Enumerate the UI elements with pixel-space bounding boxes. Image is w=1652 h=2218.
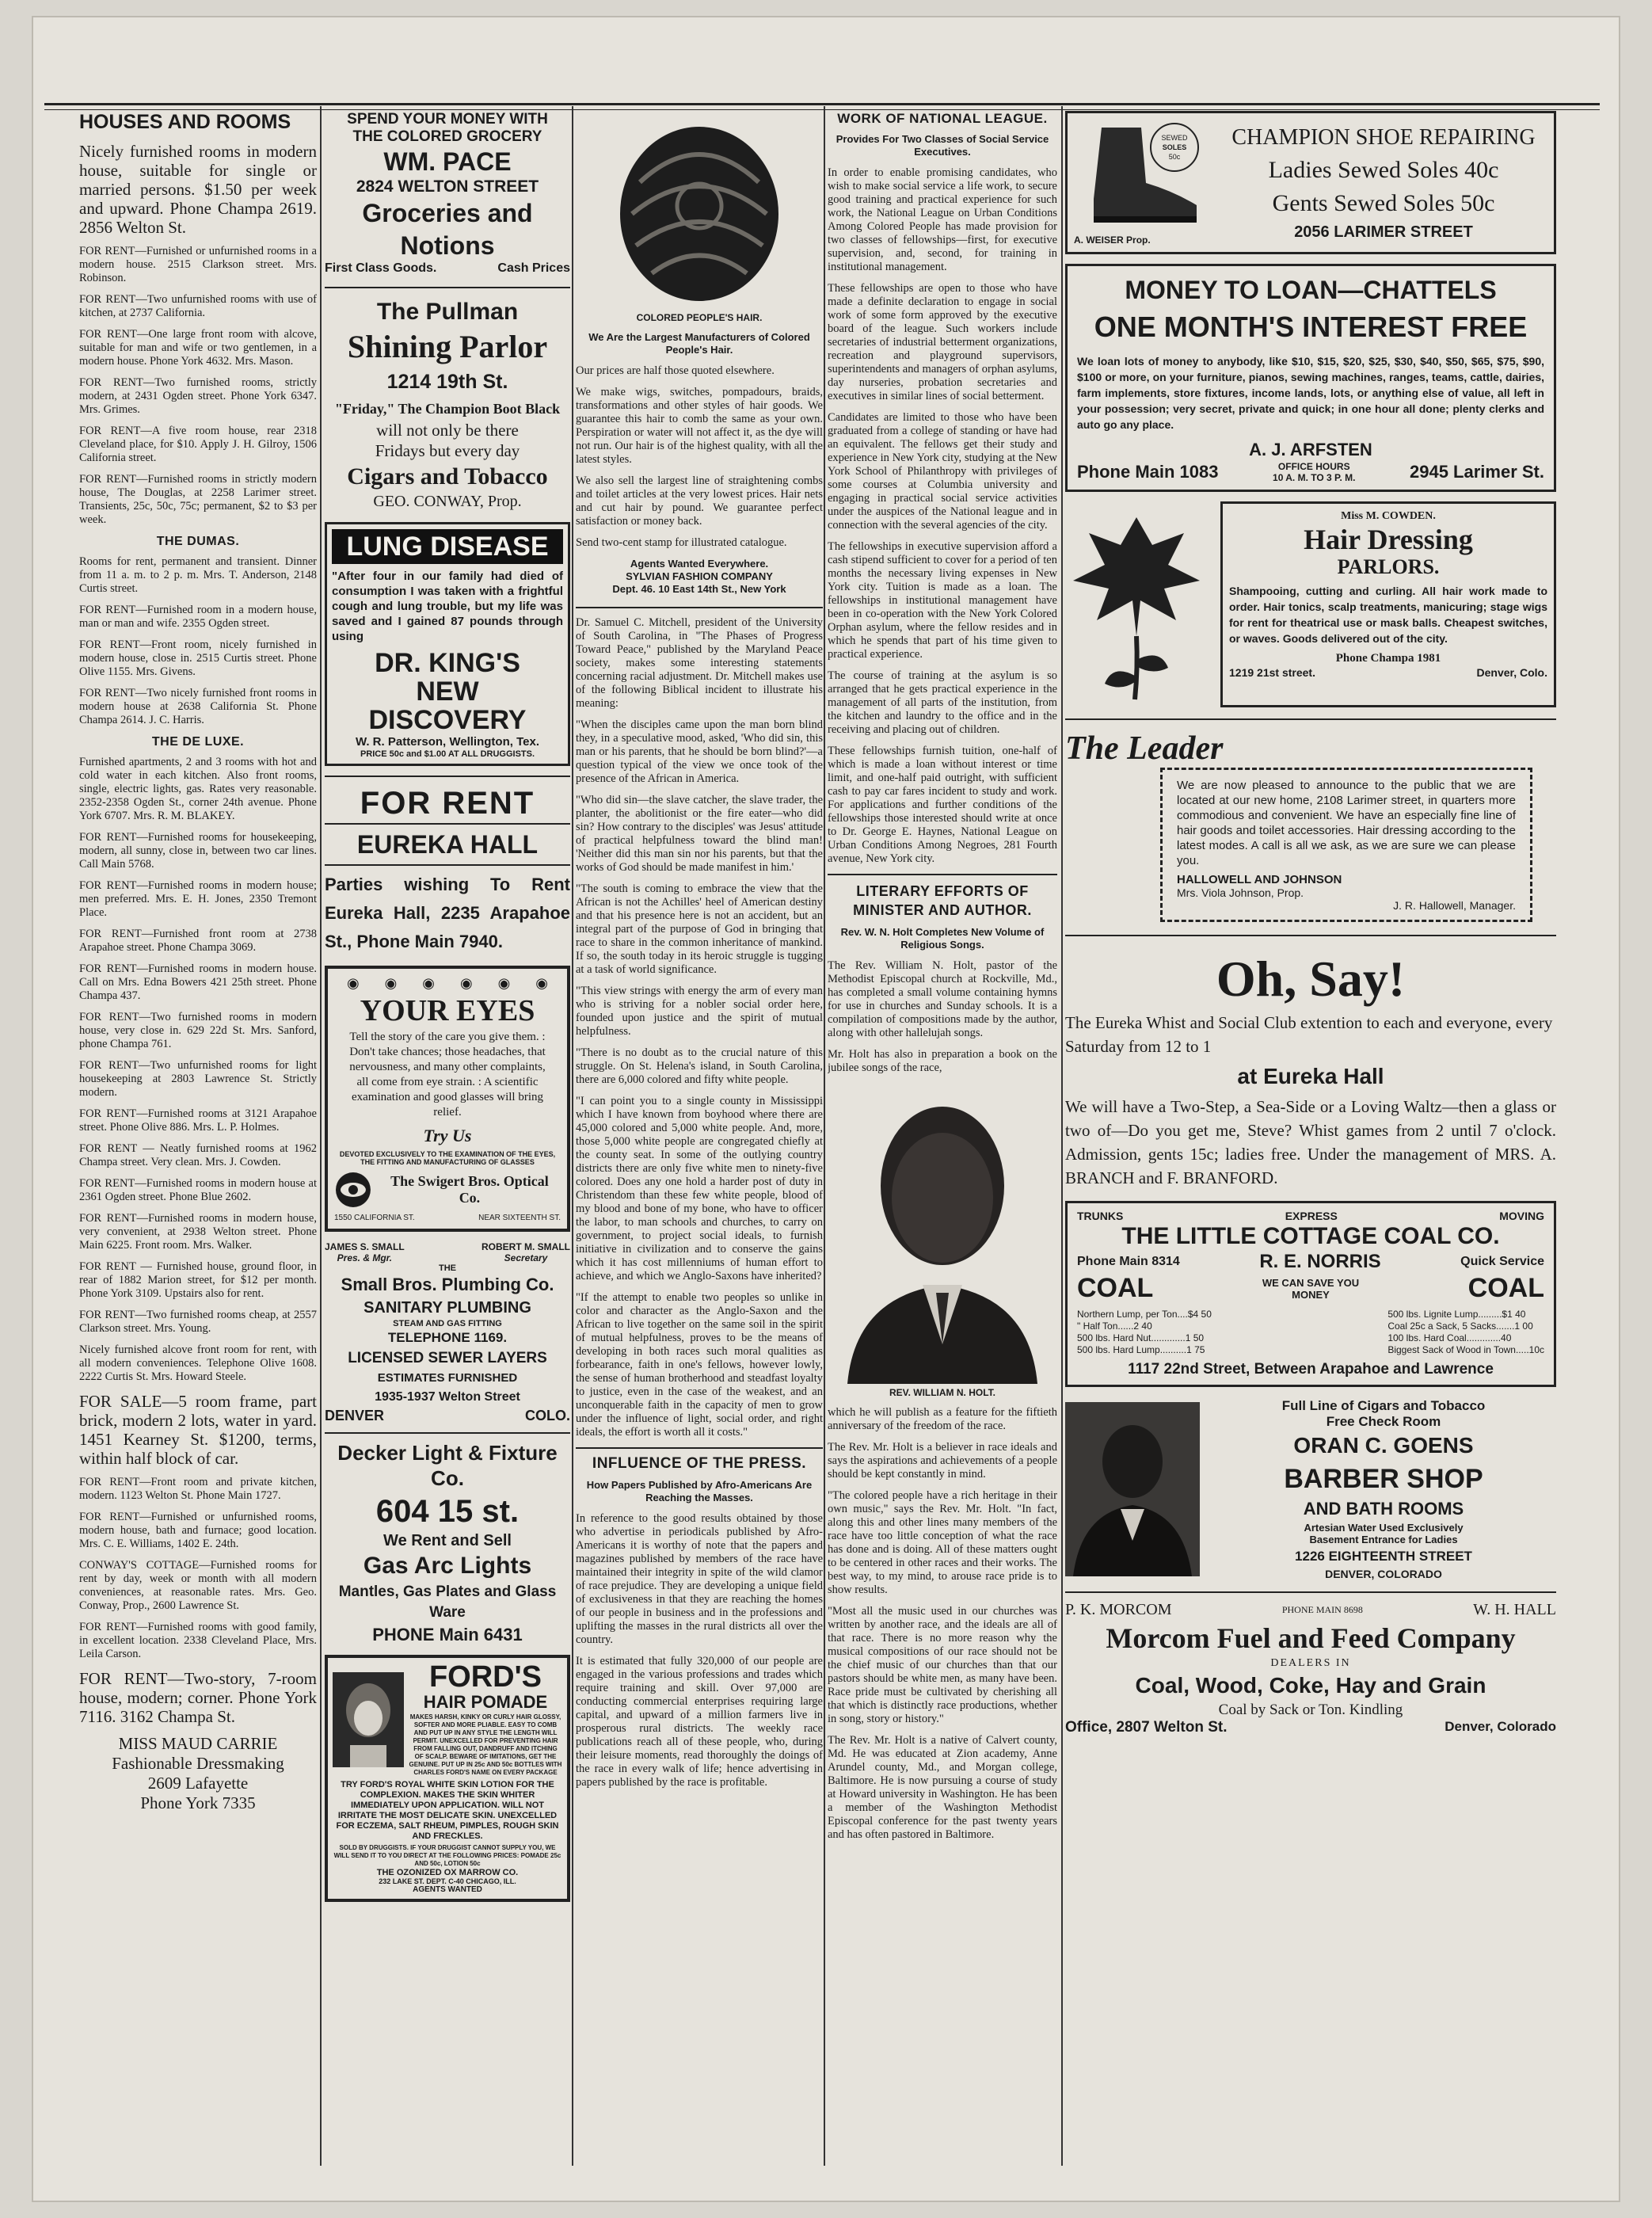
shoe-address: 2056 LARIMER STREET <box>1294 223 1473 241</box>
lead-ad: Nicely furnished rooms in modern house, suitable for single or married persons. $1.50 per week and upward. Phone Champa 2619. 2856 Welton St. <box>79 142 317 237</box>
pullman-line: "Friday," The Champion Boot Black <box>334 401 561 417</box>
small-the: THE <box>439 1263 456 1273</box>
eyes-text: Tell the story of the care you give them. : Don't take chances; those headaches, that nervousness, and many other complaints, all come from eye strain. : A scientific examination and good glasses will bring relief. <box>349 1031 546 1119</box>
coal-service: TRUNKS <box>1077 1210 1124 1222</box>
coal-services <box>1077 1210 1544 1222</box>
cowden-text: Shampooing, cutting and curling. All hair work made to order. Hair tonics, scalp treatments, manicuring; stage wigs for rent for theatrical use or mask balls. Cheapest switches, or waves. Goods delivered out of the city. <box>1229 585 1547 645</box>
small-line: STEAM AND GAS FITTING <box>393 1319 502 1328</box>
small-bros-plumbing-ad <box>325 1241 570 1424</box>
hall-heading: FOR RENT <box>360 786 535 821</box>
decker-light-ad <box>325 1440 570 1647</box>
classifieds-column <box>79 111 317 1813</box>
coal-price: 100 lbs. Hard Coal.............40 <box>1387 1332 1512 1343</box>
dumas-ad: Rooms for rent, permanent and transient. Dinner from 11 a. m. to 2 p. m. Mrs. T. Anderson, 2148 Curtis street. <box>79 555 317 595</box>
classified-ad: FOR RENT—Furnished rooms in strictly modern house, The Douglas, at 2258 Larimer street. Transients, 25c, 50c, 75c; permanent, $2 to $3 per week. <box>79 473 317 526</box>
classified-ad: FOR RENT—Front room and private kitchen, modern. 1123 Welton St. Phone Main 1727. <box>79 1476 317 1502</box>
barber-line: AND BATH ROOMS <box>1303 1499 1464 1519</box>
small-title: Pres. & Mgr. <box>337 1252 393 1263</box>
coal-owner: R. E. NORRIS <box>1259 1251 1381 1272</box>
ford-lotion: TRY FORD'S ROYAL WHITE SKIN LOTION FOR THE COMPLEXION. MAKES THE SKIN WHITER IMMEDIATELY UPON APPLICATION. WILL NOT IRRITATE THE MOST DELICATE SKIN. UNEXCELLED FOR ECZEMA, SALT RHEUM, PIMPLES, ROUGH SKIN AND FRECKLES. <box>336 1780 559 1841</box>
classified-ad: FOR RENT—Furnished front room at 2738 Arapahoe street. Phone Champa 3069. <box>79 928 317 954</box>
article-paragraph: "There is no doubt as to the crucial nature of this struggle. On St. Helena's island, in South Carolina, there are 6,000 colored and fifty white people. <box>576 1046 823 1086</box>
holt-heading: LITERARY EFFORTS OF MINISTER AND AUTHOR. <box>853 883 1032 918</box>
article-paragraph: Mr. Holt has also in preparation a book on the jubilee songs of the race, <box>828 1048 1057 1074</box>
sewed-soles-stamp <box>1150 123 1199 172</box>
barber-city: DENVER, COLORADO <box>1325 1568 1442 1580</box>
oh-say-heading: Oh, Say! <box>1216 951 1406 1007</box>
ford-text: MAKES HARSH, KINKY OR CURLY HAIR GLOSSY, SOFTER AND MORE PLIABLE. EASY TO COMB AND PUT UP IN ANY STYLE THE LENGTH WILL PERMIT. UNEXCELLED FOR PREVENTING HAIR FROM FALLING OUT, DANDRUFF AND ITCHING OF SCALP. BEWARE OF IMITATIONS, GET THE GENUINE. PUT UP IN 25c AND 50c BOTTLES WITH CHARLES FORD'S NAME ON EVERY PACKAGE <box>409 1713 562 1776</box>
article-paragraph: These fellowships furnish tuition, one-half of which is made a loan without interest or time limit, and one-half paid outright, with sufficient cash to pay car fares incident to study and work. For applications and further conditions of the fellowships those interested should write at once to Dr. George E. Haynes, National League on Urban Conditions Among Negroes, 281 Fourth avenue, New York city. <box>828 745 1057 865</box>
holt-article-b <box>828 1406 1057 1842</box>
divider <box>1065 1591 1556 1593</box>
ads-group-3 <box>79 831 317 1384</box>
barber-line: Basement Entrance for Ladies <box>1309 1534 1458 1545</box>
coal-prices <box>1077 1309 1544 1356</box>
small-address: 1935-1937 Welton Street <box>375 1390 520 1404</box>
pace-name: WM. PACE <box>383 147 512 176</box>
hair-ad-text <box>576 364 823 550</box>
divider <box>1065 718 1556 720</box>
small-officer: JAMES S. SMALL <box>325 1241 405 1252</box>
portrait-photo <box>832 1083 1053 1384</box>
article-paragraph: These fellowships are open to those who have made a definite declaration to engage in social work of some form approved by the executive board of the league. Such workers include secretaries of industrial betterment organizations, recreation and playground supervisors, superintendents and managers of orphan asylums, day nurseries, probation secretaries and executives in similar lines of social betterment. <box>828 282 1057 402</box>
oh-say-details: We will have a Two-Step, a Sea-Side or a Loving Waltz—then a glass or two of—Do you get me, Steve? Whist games from 2 until 7 o'clock. Admission, gents 15c; ladies free. Under the management of MRS. A. BRANCH and F. BRANFORD. <box>1065 1097 1556 1187</box>
morcom-heading: Morcom Fuel and Feed Company <box>1106 1622 1516 1654</box>
dress-line: Phone York 7335 <box>140 1793 256 1812</box>
hair-address: Dept. 46. 10 East 14th St., New York <box>612 583 786 595</box>
shoe-repair-ad <box>1065 111 1556 254</box>
coal-phone: Phone Main 8314 <box>1077 1255 1180 1268</box>
cowden-address-row <box>1229 666 1547 679</box>
classified-ad: FOR RENT—Furnished rooms in modern house, very convenient, at 2938 Welton street. Phone Main 6225. Front room. Mrs. Walker. <box>79 1212 317 1252</box>
morcom-fuel-ad <box>1065 1601 1556 1736</box>
decker-firm: Decker Light & Fixture Co. <box>337 1441 558 1490</box>
pace-prices: Cash Prices <box>497 261 570 275</box>
article-paragraph: The Rev. William N. Holt, pastor of the Methodist Episcopal church at Rockville, Md., has completed a small volume containing hymns for use in churches and Sunday schools. It is a compilation of compositions made by the author, along with other hallelujah songs. <box>828 959 1057 1039</box>
ford-agents: AGENTS WANTED <box>413 1885 482 1894</box>
top-rule <box>44 103 1600 105</box>
eye-icon: ◉ <box>535 975 548 991</box>
leader-manager: J. R. Hallowell, Manager. <box>1393 899 1516 912</box>
eyes-firm-row <box>334 1171 561 1209</box>
article-paragraph: The fellowships in executive supervision afford a cash stipend sufficient to cover for a period of ten months the necessary living expenses in New York city. Tuition is made as a loan. The fellowships in institutional management have been in co-operation with the New York Colored Orphan asylum, where the fellow resides and in which he spends that part of his time given to practical experience. <box>828 540 1057 661</box>
classified-ad: Nicely furnished alcove front room for rent, with all modern conveniences. Telephone Olive 1608. 2222 Curtis St. Mrs. Howard Steele. <box>79 1343 317 1383</box>
pace-line: SPEND YOUR MONEY WITH <box>347 111 548 128</box>
deluxe-heading: THE DE LUXE. <box>151 735 245 749</box>
classified-ad: FOR RENT—Furnished rooms in modern house. Call on Mrs. Edna Bowers 421 25th street. Phone Champa 437. <box>79 962 317 1002</box>
eye-icon: ◉ <box>459 975 473 991</box>
holt-subheading: Rev. W. N. Holt Completes New Volume of Religious Songs. <box>840 926 1045 951</box>
pullman-line: The Pullman <box>376 299 519 325</box>
hair-ad-paragraph: We also sell the largest line of straightening combs and toilet articles at the very lowest prices. Hair nets and cut hair by pound. We guarantee perfect satisfaction or money back. <box>576 474 823 528</box>
leader-box <box>1160 768 1532 922</box>
pullman-line: Cigars and Tobacco <box>347 463 548 490</box>
pace-address: 2824 WELTON STREET <box>356 177 539 196</box>
press-article <box>576 1512 823 1789</box>
divider <box>576 1447 823 1449</box>
dress-line: Fashionable Dressmaking <box>112 1754 284 1773</box>
classified-ad: FOR RENT—Furnished rooms at 3121 Arapahoe street. Phone Olive 886. Mrs. L. P. Holmes. <box>79 1107 317 1134</box>
leader-heading: The Leader <box>1065 730 1224 767</box>
for-sale-ad: FOR SALE—5 room frame, part brick, modern 2 lots, water in yard. 1451 Kearney St. $1200, terms, within half block of car. <box>79 1392 317 1468</box>
divider <box>325 287 570 288</box>
small-title: Secretary <box>504 1252 548 1263</box>
article-paragraph: It is estimated that fully 320,000 of our people are engaged in the various professions and trades which require training and skill. Over 97,000 are conducting commercial enterprises requiring large capital, and upward of a million farmers live in prosperous rural districts. The weekly race publications reach all of these people, who, during their leisure moments, read thoroughly the doings of the race in every walk of life; hence advertising in papers published by the race is profitable. <box>576 1655 823 1789</box>
column-rule <box>320 106 322 2166</box>
column-rule <box>572 106 573 2166</box>
holt-article-a <box>828 959 1057 1075</box>
article-paragraph: "If the attempt to enable two peoples so unlike in color and character as the Anglo-Saxon and the African to live together on the same soil in the spirit of mutual helpfulness, proves to be the means of developing in both races such moral qualities as forbearance, faith in one's fellows, however lowly, the sense of human brotherhood and steadfast loyalty to justice, even in the case of the weakest, and an unconquerable faith in the capacity of men to grow under the influence of light, social order, and right ideals, the effort is worth all it costs." <box>576 1291 823 1439</box>
fords-pomade-ad <box>325 1655 570 1902</box>
morcom-officer: P. K. MORCOM <box>1065 1601 1172 1618</box>
article-column-4 <box>828 111 1057 1850</box>
classified-ad: FOR RENT—Furnished or unfurnished rooms, modern house, bath and furnace; good location. Mrs. C. E. Williams, 1402 E. 24th. <box>79 1511 317 1550</box>
hair-heading: We Are the Largest Manufacturers of Colored People's Hair. <box>588 331 810 356</box>
article-paragraph: Candidates are limited to those who have been graduated from a college of standing or have had an equivalent. The fellows get their study and experience in New York city, studying at the New York School of Philanthropy with privileges of some courses at Columbia university and engaging in practical social service activities under the auspices of the National league and in connection with the several agencies of the city. <box>828 411 1057 532</box>
article-paragraph: "This view strings with energy the arm of every man who is striving for a nobler social order here, founded upon justice and the spirit of mutual helpfulness. <box>576 985 823 1038</box>
coal-prices-right <box>1387 1309 1544 1356</box>
small-firm: Small Bros. Plumbing Co. <box>341 1275 554 1294</box>
ford-sold: SOLD BY DRUGGISTS. IF YOUR DRUGGIST CANNOT SUPPLY YOU, WE WILL SEND IT TO YOU DIRECT AT THE FOLLOWING PRICES: POMADE 25c AND 50c, LOTION 50c <box>333 1844 561 1867</box>
ads-group-1 <box>79 245 317 527</box>
press-subheading: How Papers Published by Afro-Americans Are Reaching the Masses. <box>586 1479 813 1503</box>
ford-heading: FORD'S <box>428 1660 542 1694</box>
classified-ad: FOR RENT—Furnished rooms for housekeeping, modern, all sunny, close in, between two car lines. Call Main 5768. <box>79 831 317 871</box>
classified-ad: FOR RENT — Neatly furnished rooms at 1962 Champa street. Very clean. Mrs. J. Cowden. <box>79 1142 317 1168</box>
morcom-phone: PHONE MAIN 8698 <box>1281 1604 1363 1615</box>
divider <box>1065 935 1556 936</box>
leader-ad <box>1065 730 1556 922</box>
article-paragraph: In order to enable promising candidates, who wish to make social service a life work, to secure good training and practical experience for such work, the National League on Urban Conditions Among Colored People has made provision for two classes of fellowships—first, for executive supervision, and, second, for training in institutional management. <box>828 166 1057 273</box>
coal-quick: Quick Service <box>1460 1255 1544 1268</box>
eyes-address-row <box>334 1214 561 1222</box>
eye-icon: ◉ <box>346 975 360 991</box>
article-paragraph: The Rev. Mr. Holt is a native of Calvert county, Md. He was educated at Zion academy, Anne Arundel county, Md., and Morgan college, Baltimore. He is now pursuing a course of study at Howard university in Washington. He has been a member of the Washington Methodist Episcopal conference for the past twenty years and has often pastored in Baltimore. <box>828 1734 1057 1841</box>
article-paragraph: which he will publish as a feature for the fiftieth anniversary of the freedom of the race. <box>828 1406 1057 1432</box>
leader-prop: Mrs. Viola Johnson, Prop. <box>1177 886 1304 899</box>
little-cottage-coal-ad <box>1065 1201 1556 1387</box>
cowden-phone: Phone Champa 1981 <box>1335 652 1441 665</box>
decker-line: Gas Arc Lights <box>363 1553 532 1579</box>
loan-address: 2945 Larimer St. <box>1410 462 1544 482</box>
morcom-address: Office, 2807 Welton St. <box>1065 1719 1228 1736</box>
coal-price: Coal 25c a Sack, 5 Sacks.......1 00 <box>1387 1321 1533 1332</box>
coal-address: 1117 22nd Street, Between Arapahoe and Lawrence <box>1128 1361 1494 1378</box>
shoe-price-gents: Gents Sewed Soles 50c <box>1272 189 1495 216</box>
decker-line: Mantles, Gas Plates and Glass Ware <box>338 1583 557 1621</box>
shoe-price-ladies: Ladies Sewed Soles 40c <box>1268 156 1499 183</box>
article-paragraph: The Rev. Mr. Holt is a believer in race ideals and says the aspirations and achievements of a people should be kept constantly in mind. <box>828 1441 1057 1481</box>
column-rule <box>824 106 825 2166</box>
coal-price: 500 lbs. Hard Nut.............1 50 <box>1077 1332 1205 1343</box>
pace-line: Notions <box>400 231 495 260</box>
ads-group-2 <box>79 604 317 727</box>
cowden-subheading: PARLORS. <box>1337 555 1440 578</box>
coal-save: WE CAN SAVE YOU MONEY <box>1262 1276 1360 1301</box>
divider <box>828 874 1057 875</box>
coal-price: 500 lbs. Lignite Lump.........$1 40 <box>1387 1309 1526 1320</box>
stamp-text: SEWED <box>1161 134 1188 142</box>
eye-icon: ◉ <box>384 975 398 991</box>
shoe-prop <box>1074 234 1209 246</box>
hall-text: Parties wishing To Rent Eureka Hall, 2235 Arapahoe St., Phone Main 7940. <box>325 875 570 951</box>
article-paragraph: "The south is coming to embrace the view that the African is not the Achilles' heel of American destiny and that his presence here is not an accident, but an integral part of the purpose of God in bringing that race to share in the common inheritance of mankind. If so, the south today in its heroic struggle is tugging at a task of world significance. <box>576 882 823 976</box>
small-state: COLO. <box>525 1408 570 1423</box>
eye-icon: ◉ <box>422 975 435 991</box>
hair-firm: SYLVIAN FASHION COMPANY <box>626 570 773 582</box>
classified-ad: FOR RENT—Two nicely furnished front rooms in modern house at 2638 California St. Phone Champa 2614. J. C. Harris. <box>79 687 317 726</box>
classified-ad: FOR RENT—Furnished rooms in modern house at 2361 Ogden street. Phone Blue 2602. <box>79 1177 317 1203</box>
eyes-devoted: DEVOTED EXCLUSIVELY TO THE EXAMINATION OF THE EYES, THE FITTING AND MANUFACTURING OF GLASSES <box>339 1150 556 1166</box>
pace-line: Groceries and <box>362 199 533 227</box>
pullman-title: Shining Parlor <box>347 329 548 364</box>
ford-top <box>333 1660 562 1777</box>
display-ads-column <box>1065 111 1556 1736</box>
lung-product: DISCOVERY <box>368 705 527 735</box>
morcom-goods: Coal, Wood, Coke, Hay and Grain <box>1135 1673 1486 1698</box>
hair-caption: COLORED PEOPLE'S HAIR. <box>636 312 763 323</box>
money-loan-ad <box>1065 264 1556 492</box>
shoe-prop-title: Prop. <box>1126 234 1151 246</box>
ford-address: 232 LAKE ST. DEPT. C-40 CHICAGO, ILL. <box>379 1877 516 1885</box>
eye-emblem-icon <box>334 1171 372 1209</box>
article-paragraph: "Who did sin—the slave catcher, the slave trader, the planter, the abolitionist or the fire eater—who did sin? How contrary to the disciples' was Jesus' attitude of practical helpfulness toward the blind man! 'Neither did this man sin nor his parents, but that the works of God should be made manifest in him.' <box>576 794 823 874</box>
small-officers <box>325 1241 570 1263</box>
eyes-firm: The Swigert Bros. Optical Co. <box>390 1173 549 1206</box>
classified-ad: FOR RENT—Two furnished rooms in modern house, very close in. 629 22d St. Mrs. Sanford, phone Champa 761. <box>79 1011 317 1050</box>
article-paragraph: Dr. Samuel C. Mitchell, president of the University of South Carolina, in "The Phases of Progress Toward Peace," published by the Maryland Peace society, makes some interesting statements concerning racial adjustment. Dr. Mitchell makes use of the following Biblical incident to illustrate his meaning: <box>576 616 823 710</box>
pace-footer <box>325 261 570 276</box>
pullman-line: Fridays but every day <box>375 441 520 460</box>
woman-portrait-icon <box>333 1672 404 1767</box>
coal-heading: THE LITTLE COTTAGE COAL CO. <box>1121 1223 1500 1249</box>
loan-heading: MONEY TO LOAN—CHATTELS <box>1125 276 1497 304</box>
morcom-officer: W. H. HALL <box>1473 1601 1556 1618</box>
article-paragraph: In reference to the good results obtained by those who advertise in periodicals published by Afro-Americans it is worthy of note that the papers and magazines published by members of the race have maintained their integrity in spite of the wild clamor of race prejudice. They are developing a unique field of exclusiveness in that they are reaching the homes of our people in business and in the professions and uplifting the masses in the rural districts all over the country. <box>576 1512 823 1646</box>
article-paragraph: "When the disciples came upon the man born blind they, in a speculative mood, asked, 'Who did sin, this man or his parents, that he should be born blind?'—a question typical of the view we once took of the presence of the African in America. <box>576 718 823 785</box>
divider <box>576 607 823 608</box>
classified-ad: FOR RENT—Two unfurnished rooms for light housekeeping at 2803 Lawrence St. Strictly modern. <box>79 1059 317 1099</box>
shoe-prop-name: A. WEISER <box>1074 234 1124 246</box>
small-officer: ROBERT M. SMALL <box>482 1241 570 1252</box>
barber-address: 1226 EIGHTEENTH STREET <box>1295 1549 1472 1564</box>
lung-product: DR. KING'S <box>375 648 520 678</box>
classified-ad: FOR RENT—Furnished rooms with good family, in excellent location. 2338 Cleveland Place, Mrs. Leila Carson. <box>79 1621 317 1660</box>
top-rule-thin <box>44 109 1600 110</box>
eureka-whist-club-ad <box>1065 947 1556 1190</box>
dumas-heading: THE DUMAS. <box>156 535 240 548</box>
barber-line: Free Check Room <box>1326 1414 1441 1429</box>
coal-row-2 <box>1077 1273 1544 1304</box>
oh-say-venue: at Eureka Hall <box>1237 1064 1384 1088</box>
article-paragraph: "The colored people have a rich heritage in their own music," says the Rev. Mr. Holt. "In fact, along this and other lines many members of the race have too little conception of what the race has done and is doing. All of these matters ought to be centered in other races and their works. The best way, to my mind, to arouse race pride is to show results. <box>828 1489 1057 1596</box>
morcom-line: Coal by Sack or Ton. Kindling <box>1218 1702 1403 1718</box>
classified-ad: FOR RENT—A five room house, rear 2318 Cleveland place, for $10. Apply J. H. Gilroy, 1506 California street. <box>79 425 317 464</box>
classified-ad: FOR RENT—Two unfurnished rooms with use of kitchen, at 2737 California. <box>79 293 317 319</box>
small-line: TELEPHONE 1169. <box>387 1330 508 1345</box>
barber-heading: BARBER SHOP <box>1284 1464 1483 1494</box>
lung-heading: LUNG DISEASE <box>332 529 563 564</box>
barber-line: Full Line of Cigars and Tobacco <box>1281 1398 1486 1413</box>
loan-subheading: ONE MONTH'S INTEREST FREE <box>1094 311 1528 343</box>
pace-grocery-ad <box>325 111 570 276</box>
lung-price: PRICE 50c and $1.00 AT ALL DRUGGISTS. <box>360 749 535 759</box>
league-article <box>828 166 1057 866</box>
hairpiece-illustration <box>608 111 790 309</box>
coal-price: Biggest Sack of Wood in Town.....10c <box>1387 1344 1544 1355</box>
eye-icon: ◉ <box>497 975 511 991</box>
league-subheading: Provides For Two Classes of Social Service Executives. <box>836 133 1049 158</box>
deluxe-ad: Furnished apartments, 2 and 3 rooms with hot and cold water in each kitchen. Also front rooms, single, electric lights, gas. Rates very reasonable. 2352-2358 Ogden St., corner 24th avenue. Phone York 6707. Mrs. R. M. BLAKEY. <box>79 756 317 822</box>
for-rent-large-ad: FOR RENT—Two-story, 7-room house, modern; corner. Phone York 7116. 3162 Champa St. <box>79 1669 317 1726</box>
article-paragraph: "Most all the music used in our churches was written by another race, and the ideals are all of that race. There is no more reason why the musical compositions of our race should not be the chief music of our churches than that our pastors should be white men, as many have been. Race pride must be cultivated by cherishing all that which is distinctly race productions, whether in song, story or history." <box>828 1605 1057 1725</box>
small-line: LICENSED SEWER LAYERS <box>348 1350 547 1366</box>
small-city-row <box>325 1408 570 1424</box>
barber-name: ORAN C. GOENS <box>1293 1433 1474 1458</box>
article-paragraph: "I can point you to a single county in Mississippi which I have known from boyhood where there are 45,000 colored and 5,000 white people. And, more, those 5,000 white people are congregated chiefly at the county seat. In some of the outlying country districts there are only five white men to ninety-five colored. Does any one hold a harder post of duty in Christendom than these few white people, blood of my blood and bone of my bone, who have to officer the labor, to man schools and churches, to carry on government, to project social ideals, to furnish initiative in civilization and to conserve the gains which it has cost millenniums of human effort to achieve, and which we Anglo-Saxons have inherited? <box>576 1095 823 1282</box>
your-eyes-ad <box>325 966 570 1232</box>
league-heading: WORK OF NATIONAL LEAGUE. <box>837 111 1048 126</box>
decker-line: We Rent and Sell <box>383 1532 512 1549</box>
dressmaking-ad <box>79 1734 317 1813</box>
pullman-parlor-ad <box>325 296 570 511</box>
divider <box>325 776 570 777</box>
hair-ad-paragraph: Our prices are half those quoted elsewhere. <box>576 364 775 377</box>
stamp-text: 50c <box>1168 153 1181 161</box>
morcom-city: Denver, Colorado <box>1445 1719 1556 1734</box>
classified-ad: FOR RENT — Furnished house, ground floor, in rear of 1882 Marion street, for $12 per month. Phone York 3109. Upstairs also for rent. <box>79 1260 317 1300</box>
goens-barber-ad <box>1065 1398 1556 1580</box>
classified-ad: FOR RENT—Two furnished rooms, strictly modern, at 2431 Ogden street. Phone York 6347. Mrs. Grimes. <box>79 376 317 416</box>
dress-name: MISS MAUD CARRIE <box>118 1734 278 1753</box>
coal-price: 500 lbs. Hard Lump..........1 75 <box>1077 1344 1205 1355</box>
pace-line: THE COLORED GROCERY <box>352 128 542 145</box>
barber-line: Artesian Water Used Exclusively <box>1304 1522 1464 1534</box>
classified-ad: FOR RENT—Furnished room in a modern house, man or man and wife. 2355 Ogden street. <box>79 604 317 630</box>
eyes-near: NEAR SIXTEENTH ST. <box>478 1214 561 1222</box>
classified-ad: FOR RENT—Furnished or unfurnished rooms in a modern house. 2515 Clarkson street. Mrs. Robinson. <box>79 245 317 284</box>
mitchell-article <box>576 616 823 1439</box>
leader-text: We are now pleased to announce to the public that we are located at our new home, 2108 Larimer street, in quarters more commodious and convenient. We have an especially fine line of hair goods and toilet accessories. Hair dressing according to the latest modes. A call is all we ask, as we are sure we can please you. <box>1177 779 1516 867</box>
eye-border-top <box>334 975 561 992</box>
coal-word: COAL <box>1467 1273 1544 1303</box>
ford-subheading: HAIR POMADE <box>423 1692 548 1712</box>
hall-name: EUREKA HALL <box>356 830 539 859</box>
morcom-address-row <box>1065 1719 1556 1736</box>
leader-firm: HALLOWELL AND JOHNSON <box>1177 873 1342 886</box>
classified-ad: FOR RENT—Front room, nicely furnished in modern house, close in. 2515 Curtis street. Phone Olive 1155. Mrs. Givens. <box>79 638 317 678</box>
eyes-address: 1550 CALIFORNIA ST. <box>334 1214 415 1222</box>
ford-firm: THE OZONIZED OX MARROW CO. <box>376 1868 519 1877</box>
lung-product: NEW <box>416 676 479 707</box>
ads-column <box>325 111 570 1911</box>
small-city: DENVER <box>325 1408 385 1423</box>
hair-ad-footer <box>576 558 823 596</box>
hair-ad-paragraph: We make wigs, switches, pompadours, braids, transformations and other styles of hair goods. We guarantee this hair to comb the same as your own. Perspiration or water will not affect it, as the dye will not run. Our hair is of the highest quality, with all the latest styles. <box>576 386 823 466</box>
coal-word: COAL <box>1077 1273 1154 1303</box>
stamp-text: SOLES <box>1162 143 1187 151</box>
morcom-officers <box>1065 1601 1556 1619</box>
morcom-line: DEALERS IN <box>1270 1657 1351 1669</box>
barber-portrait-photo <box>1065 1402 1200 1576</box>
shoe-heading: CHAMPION SHOE REPAIRING <box>1231 124 1536 150</box>
loan-hours: OFFICE HOURS <box>1277 461 1350 472</box>
houses-rooms-heading: HOUSES AND ROOMS <box>79 111 291 133</box>
hair-dressing-section <box>1065 501 1556 707</box>
coal-service: EXPRESS <box>1285 1210 1338 1222</box>
coal-price: Northern Lump, per Ton....$4 50 <box>1077 1309 1212 1320</box>
small-line: SANITARY PLUMBING <box>364 1299 531 1317</box>
cowden-city: Denver, Colo. <box>1476 666 1547 679</box>
coal-price: " Half Ton......2 40 <box>1077 1321 1152 1332</box>
loan-text: We loan lots of money to anybody, like $10, $15, $20, $25, $30, $40, $50, $65, $75, $90, $100 or more, on your furniture, pianos, sewing machines, ranges, teams, cattle, dairies, farm implements, store fixtures, income lands, lots, or anything else of value, all left in your possession; very secret, private and quick; in one hour all done; plenty clerks and auto go any place. <box>1077 355 1544 431</box>
pullman-line: will not only be there <box>376 421 519 440</box>
classified-ad: FOR RENT—Two furnished rooms cheap, at 2557 Clarkson street. Mrs. Young. <box>79 1309 317 1335</box>
lung-text: "After four in our family had died of consumption I was taken with a frightful cough and lung trouble, but my life was saved and I gained 87 pounds through using <box>332 570 563 643</box>
oh-say-text: The Eureka Whist and Social Club extention to each and everyone, every Saturday from 12 to 1 <box>1065 1013 1553 1056</box>
shoe-graphic <box>1074 120 1209 246</box>
floral-ornament <box>1065 501 1208 707</box>
small-line: ESTIMATES FURNISHED <box>377 1371 518 1385</box>
pace-goods: First Class Goods. <box>325 261 437 275</box>
coal-prices-left <box>1077 1309 1212 1356</box>
ads-group-4 <box>79 1476 317 1661</box>
article-paragraph: The course of training at the asylum is so arranged that he gets practical experience in the management of all parts of the institution, from the kitchen and laundry to the office and in the receiving and placing out of children. <box>828 669 1057 736</box>
loan-footer <box>1077 461 1544 483</box>
portrait-caption: REV. WILLIAM N. HOLT. <box>889 1387 995 1398</box>
decker-phone: PHONE Main 6431 <box>372 1625 523 1644</box>
divider <box>325 1432 570 1434</box>
classified-ad: FOR RENT—Furnished rooms in modern house; men preferred. Mrs. E. H. Jones, 2350 Tremont Place. <box>79 879 317 919</box>
hair-agents: Agents Wanted Everywhere. <box>630 558 769 570</box>
hair-ad-paragraph: Send two-cent stamp for illustrated catalogue. <box>576 536 787 549</box>
cowden-heading: Hair Dressing <box>1304 524 1473 555</box>
lung-signature: W. R. Patterson, Wellington, Tex. <box>356 735 539 749</box>
eyes-heading: YOUR EYES <box>360 994 535 1027</box>
pullman-prop: GEO. CONWAY, Prop. <box>373 493 522 510</box>
pullman-address: 1214 19th St. <box>386 371 508 393</box>
loan-name: A. J. ARFSTEN <box>1249 440 1372 459</box>
column-rule <box>1061 106 1063 2166</box>
dress-line: 2609 Lafayette <box>147 1774 249 1793</box>
cowden-hairdressing-ad <box>1220 501 1556 707</box>
cowden-address: 1219 21st street. <box>1229 666 1315 679</box>
article-column-3 <box>576 111 823 1797</box>
coal-service: MOVING <box>1499 1210 1544 1222</box>
coal-row <box>1077 1251 1544 1273</box>
eyes-try: Try Us <box>423 1126 472 1145</box>
classified-ad: CONWAY'S COTTAGE—Furnished rooms for rent by day, week or month with all modern conveniences, at reasonable rates. Mrs. Geo. Conway, Prop., 2600 Lawrence St. <box>79 1559 317 1612</box>
classified-ad: FOR RENT—One large front room with alcove, suitable for man and wife or two gentlemen, in a modern house. Phone York 4632. Mrs. Mason. <box>79 328 317 368</box>
press-heading: INFLUENCE OF THE PRESS. <box>592 1455 807 1472</box>
lung-disease-ad <box>325 522 570 766</box>
eureka-hall-rent-ad <box>325 783 570 956</box>
loan-phone: Phone Main 1083 <box>1077 462 1219 482</box>
cowden-name: Miss M. COWDEN. <box>1341 510 1436 522</box>
decker-address: 604 15 st. <box>375 1494 520 1529</box>
loan-hours-time: 10 A. M. TO 3 P. M. <box>1273 472 1356 483</box>
